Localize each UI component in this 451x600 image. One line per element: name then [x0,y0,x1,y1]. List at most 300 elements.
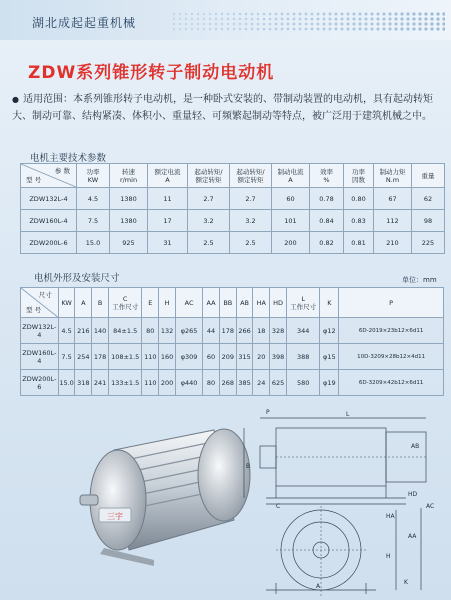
pattern-dot [323,23,326,26]
value-cell: 140 [92,318,109,344]
value-cell: φ309 [175,344,202,370]
pattern-dot [341,23,344,26]
pattern-dot [436,22,439,25]
pattern-dot [394,22,397,25]
pattern-dot [305,18,308,21]
table-row [21,370,444,396]
pattern-dot [406,27,409,30]
value-cell: 266 [236,318,253,344]
value-cell: 254 [75,344,92,370]
pattern-dot [347,28,350,31]
pattern-dot [353,23,356,26]
pattern-dot [191,28,193,30]
column-header: 功率 因数 [344,164,374,188]
pattern-dot [269,18,272,21]
pattern-dot [353,28,356,31]
column-header: H [159,288,176,318]
value-cell: 108±1.5 [108,344,142,370]
pattern-dot [424,17,427,20]
pattern-dot [263,23,266,26]
value-cell: 0.84 [310,210,344,232]
pattern-dot [287,13,290,16]
value-cell: 388 [286,344,320,370]
pattern-dot [341,28,344,31]
dimension-label: C [276,503,281,510]
dims-section-title: 电机外形及安装尺寸 [34,273,120,284]
pattern-dot [442,17,445,20]
value-cell: 4.5 [77,188,110,210]
pattern-dot [335,13,338,16]
pattern-dot [382,22,385,25]
pattern-dot [173,28,175,30]
pattern-dot [185,28,187,30]
value-cell: 178 [92,344,109,370]
value-cell: 3.2 [188,210,230,232]
pattern-dot [281,23,284,26]
value-cell: 60 [272,188,310,210]
pattern-dot [436,12,439,15]
pattern-dot [364,22,367,25]
value-cell: 0.83 [344,210,374,232]
dimension-label: K [404,579,408,586]
pattern-dot [245,28,248,31]
value-cell: 200 [159,370,176,396]
column-header: BB [219,288,236,318]
pattern-dot [323,28,326,31]
pattern-dot [221,23,223,25]
pattern-dot [245,18,248,21]
pattern-dot [233,13,235,15]
pattern-dot [370,27,373,30]
pattern-dot [329,23,332,26]
pattern-dot [287,23,290,26]
value-cell: φ12 [320,318,339,344]
value-cell: 98 [412,210,445,232]
pattern-dot [412,12,415,15]
pattern-dot [370,12,373,15]
pattern-dot [209,13,211,15]
pattern-dot [353,13,356,16]
dims-unit-note: 单位：mm [402,276,437,284]
value-cell: 200 [272,232,310,254]
pattern-dot [191,18,193,20]
column-header: L 工作尺寸 [286,288,320,318]
dimension-label: H [386,553,391,560]
company-name: 湖北成起起重机械 [32,16,137,30]
value-cell: 1380 [110,188,148,210]
model-cell: ZDW132L-4 [21,318,59,344]
table-row [21,232,445,254]
value-cell: 398 [270,344,287,370]
pattern-dot [179,28,181,30]
pattern-dot [376,27,379,30]
pattern-dot [257,23,260,26]
pattern-dot [293,13,296,16]
pattern-dot [388,27,391,30]
intro-label: 适用范围： [22,94,73,105]
pattern-dot [382,12,385,15]
dimension-label: HD [408,491,418,498]
pattern-dot [263,13,266,16]
pattern-dot [317,18,320,21]
corner-label-bottom: 型 号 [26,306,42,314]
column-header: E [142,288,159,318]
pattern-dot [287,28,290,31]
value-cell: 2.5 [188,232,230,254]
dims-table [20,287,444,396]
dimension-label: L [346,411,350,418]
pattern-dot [191,23,193,25]
pattern-dot [424,12,427,15]
pattern-dot [394,27,397,30]
value-cell: 60 [203,344,220,370]
pattern-dot [442,22,445,25]
table-row [21,344,444,370]
intro-text: 本系列锥形转子电动机，是一种卧式安装的、带制动装置的电动机，具有起动转矩大、制动可靠、结构紧凑、体积小、重量轻、可频繁起制动等特点，被广泛用于建筑机械之中。 [12,94,433,122]
pattern-dot [400,27,403,30]
value-cell: 20 [253,344,270,370]
header-corner-cell [21,288,59,318]
value-cell: 1380 [110,210,148,232]
pattern-dot [269,28,272,31]
value-cell: 15.0 [77,232,110,254]
pattern-dot [275,23,278,26]
column-header: C 工作尺寸 [108,288,142,318]
pattern-dot [305,23,308,26]
column-header: P [339,288,444,318]
pattern-dot [382,27,385,30]
pattern-dot [281,13,284,16]
pattern-dot [311,13,314,16]
pattern-dot [197,18,199,20]
value-cell: 0.78 [310,188,344,210]
pattern-dot [179,23,181,25]
pattern-dot [311,28,314,31]
pattern-dot [406,17,409,20]
header-corner-cell [21,164,77,188]
pattern-dot [430,12,433,15]
pattern-dot [239,18,241,20]
pattern-dot [221,28,223,30]
pattern-dot [257,28,260,31]
pattern-dot [251,13,254,16]
pattern-dot [412,17,415,20]
pattern-dot [179,13,181,15]
specs-section-title: 电机主要技术参数 [30,153,107,164]
column-header: A [75,288,92,318]
pattern-dot [227,28,229,30]
pattern-dot [388,22,391,25]
pattern-dot [209,18,211,20]
pattern-dot [197,23,199,25]
pattern-dot [364,27,367,30]
column-header: B [92,288,109,318]
pattern-dot [388,17,391,20]
pattern-dot [311,23,314,26]
pattern-dot [317,13,320,16]
value-cell: 344 [286,318,320,344]
pattern-dot [412,22,415,25]
pattern-dot [364,12,367,15]
header-dot-pattern [170,10,445,34]
value-cell: 18 [253,318,270,344]
value-cell: 0.81 [344,232,374,254]
pattern-dot [221,18,223,20]
pattern-dot [347,13,350,16]
value-cell: 67 [374,188,412,210]
pattern-dot [197,28,199,30]
pattern-dot [412,27,415,30]
value-cell: 110 [142,370,159,396]
pattern-dot [394,17,397,20]
column-header: 起动转矩/ 额定转矩 [230,164,272,188]
pattern-dot [275,18,278,21]
value-cell: 6D-2019×23b12×6d11 [339,318,444,344]
table-row [21,318,444,344]
pattern-dot [239,23,241,25]
value-cell: 17 [148,210,188,232]
value-cell: 216 [75,318,92,344]
pattern-dot [227,23,229,25]
column-header: KW [58,288,75,318]
pattern-dot [203,13,205,15]
intro-paragraph [12,91,442,125]
pattern-dot [335,28,338,31]
pattern-dot [424,22,427,25]
pattern-dot [353,18,356,21]
pattern-dot [418,12,421,15]
pattern-dot [323,18,326,21]
dimension-label: A [316,583,321,590]
model-cell: ZDW200L-6 [21,370,59,396]
pattern-dot [329,13,332,16]
value-cell: 31 [148,232,188,254]
pattern-dot [287,18,290,21]
value-cell: φ19 [320,370,339,396]
column-header: AB [236,288,253,318]
value-cell: 24 [253,370,270,396]
pattern-dot [275,13,278,16]
value-cell: 210 [374,232,412,254]
pattern-dot [245,13,248,16]
dimension-label: AA [408,533,417,540]
pattern-dot [358,17,361,20]
pattern-dot [281,28,284,31]
pattern-dot [406,12,409,15]
pattern-dot [299,18,302,21]
value-cell: 15.0 [58,370,75,396]
outline-drawing [236,408,441,596]
column-header: AA [203,288,220,318]
corner-label-top: 参 数 [54,167,70,175]
model-cell: ZDW200L-6 [21,232,77,254]
pattern-dot [400,17,403,20]
value-cell: 44 [203,318,220,344]
pattern-dot [173,13,175,15]
value-cell: 6D-3209×42b12×6d11 [339,370,444,396]
pattern-dot [370,17,373,20]
pattern-dot [269,23,272,26]
value-cell: 0.80 [344,188,374,210]
value-cell: 4.5 [58,318,75,344]
pattern-dot [239,28,241,30]
value-cell: 385 [236,370,253,396]
pattern-dot [436,17,439,20]
pattern-dot [424,27,427,30]
pattern-dot [341,18,344,21]
bullet-icon: ● [12,95,19,104]
column-header: 功率 KW [77,164,110,188]
value-cell: 225 [412,232,445,254]
page-title: ZDW系列锥形转子制动电动机 [28,63,275,83]
value-cell: 132 [159,318,176,344]
pattern-dot [406,22,409,25]
pattern-dot [293,28,296,31]
pattern-dot [442,27,445,30]
pattern-dot [209,28,211,30]
pattern-dot [305,28,308,31]
pattern-dot [329,18,332,21]
pattern-dot [376,17,379,20]
pattern-dot [197,13,199,15]
value-cell: 925 [110,232,148,254]
pattern-dot [317,23,320,26]
pattern-dot [400,22,403,25]
pattern-dot [275,28,278,31]
value-cell: 2.5 [230,232,272,254]
pattern-dot [370,22,373,25]
column-header: HA [253,288,270,318]
column-header: 制动力矩 N.m [374,164,412,188]
column-header: K [320,288,339,318]
pattern-dot [263,18,266,21]
dimension-label: AB [411,443,420,450]
value-cell: 62 [412,188,445,210]
pattern-dot [185,23,187,25]
value-cell: 10D-3209×28b12×4d11 [339,344,444,370]
column-header: 重量 [412,164,445,188]
pattern-dot [418,22,421,25]
pattern-dot [185,13,187,15]
value-cell: 178 [219,318,236,344]
column-header: 转速 r/min [110,164,148,188]
value-cell: 2.7 [230,188,272,210]
pattern-dot [347,18,350,21]
corner-label-bottom: 型 号 [26,176,42,184]
pattern-dot [430,22,433,25]
pattern-dot [442,12,445,15]
pattern-dot [191,13,193,15]
pattern-dot [239,13,241,15]
value-cell: 318 [75,370,92,396]
value-cell: φ265 [175,318,202,344]
value-cell: 209 [219,344,236,370]
pattern-dot [305,13,308,16]
pattern-dot [251,28,254,31]
specs-table [20,163,445,254]
pattern-dot [251,23,254,26]
pattern-dot [358,22,361,25]
value-cell: 11 [148,188,188,210]
motor-photo [74,400,254,570]
pattern-dot [185,18,187,20]
pattern-dot [227,18,229,20]
pattern-dot [233,23,235,25]
pattern-dot [394,12,397,15]
pattern-dot [203,18,205,20]
pattern-dot [400,12,403,15]
column-header: 额定电流 A [148,164,188,188]
value-cell: 80 [142,318,159,344]
dimension-label: P [266,409,270,416]
column-header: AC [175,288,202,318]
pattern-dot [173,18,175,20]
column-header: 制动电流 A [272,164,310,188]
pattern-dot [221,13,223,15]
value-cell: 0.82 [310,232,344,254]
pattern-dot [436,27,439,30]
pattern-dot [281,18,284,21]
pattern-dot [215,18,217,20]
pattern-dot [227,13,229,15]
value-cell: 112 [374,210,412,232]
table-row [21,210,445,232]
pattern-dot [179,18,181,20]
pattern-dot [269,13,272,16]
pattern-dot [173,23,175,25]
pattern-dot [245,23,248,26]
value-cell: φ440 [175,370,202,396]
model-cell: ZDW160L-4 [21,344,59,370]
value-cell: 80 [203,370,220,396]
value-cell: 7.5 [77,210,110,232]
pattern-dot [323,13,326,16]
pattern-dot [215,23,217,25]
corner-label-top: 尺寸 [38,291,52,299]
pattern-dot [358,12,361,15]
pattern-dot [341,13,344,16]
value-cell: 268 [219,370,236,396]
pattern-dot [376,22,379,25]
pattern-dot [358,27,361,30]
value-cell: 241 [92,370,109,396]
pattern-dot [418,27,421,30]
dimension-label: B [246,463,251,470]
pattern-dot [299,23,302,26]
pattern-dot [364,17,367,20]
pattern-dot [329,28,332,31]
pattern-dot [376,12,379,15]
pattern-dot [347,23,350,26]
value-cell: 101 [272,210,310,232]
pattern-dot [317,28,320,31]
pattern-dot [203,23,205,25]
pattern-dot [233,18,235,20]
value-cell: 84±1.5 [108,318,142,344]
value-cell: 315 [236,344,253,370]
pattern-dot [430,27,433,30]
pattern-dot [335,23,338,26]
pattern-dot [311,18,314,21]
pattern-dot [215,28,217,30]
pattern-dot [203,28,205,30]
model-cell: ZDW132L-4 [21,188,77,210]
value-cell: 7.5 [58,344,75,370]
pattern-dot [382,17,385,20]
pattern-dot [257,18,260,21]
model-cell: ZDW160L-4 [21,210,77,232]
pattern-dot [233,28,235,30]
